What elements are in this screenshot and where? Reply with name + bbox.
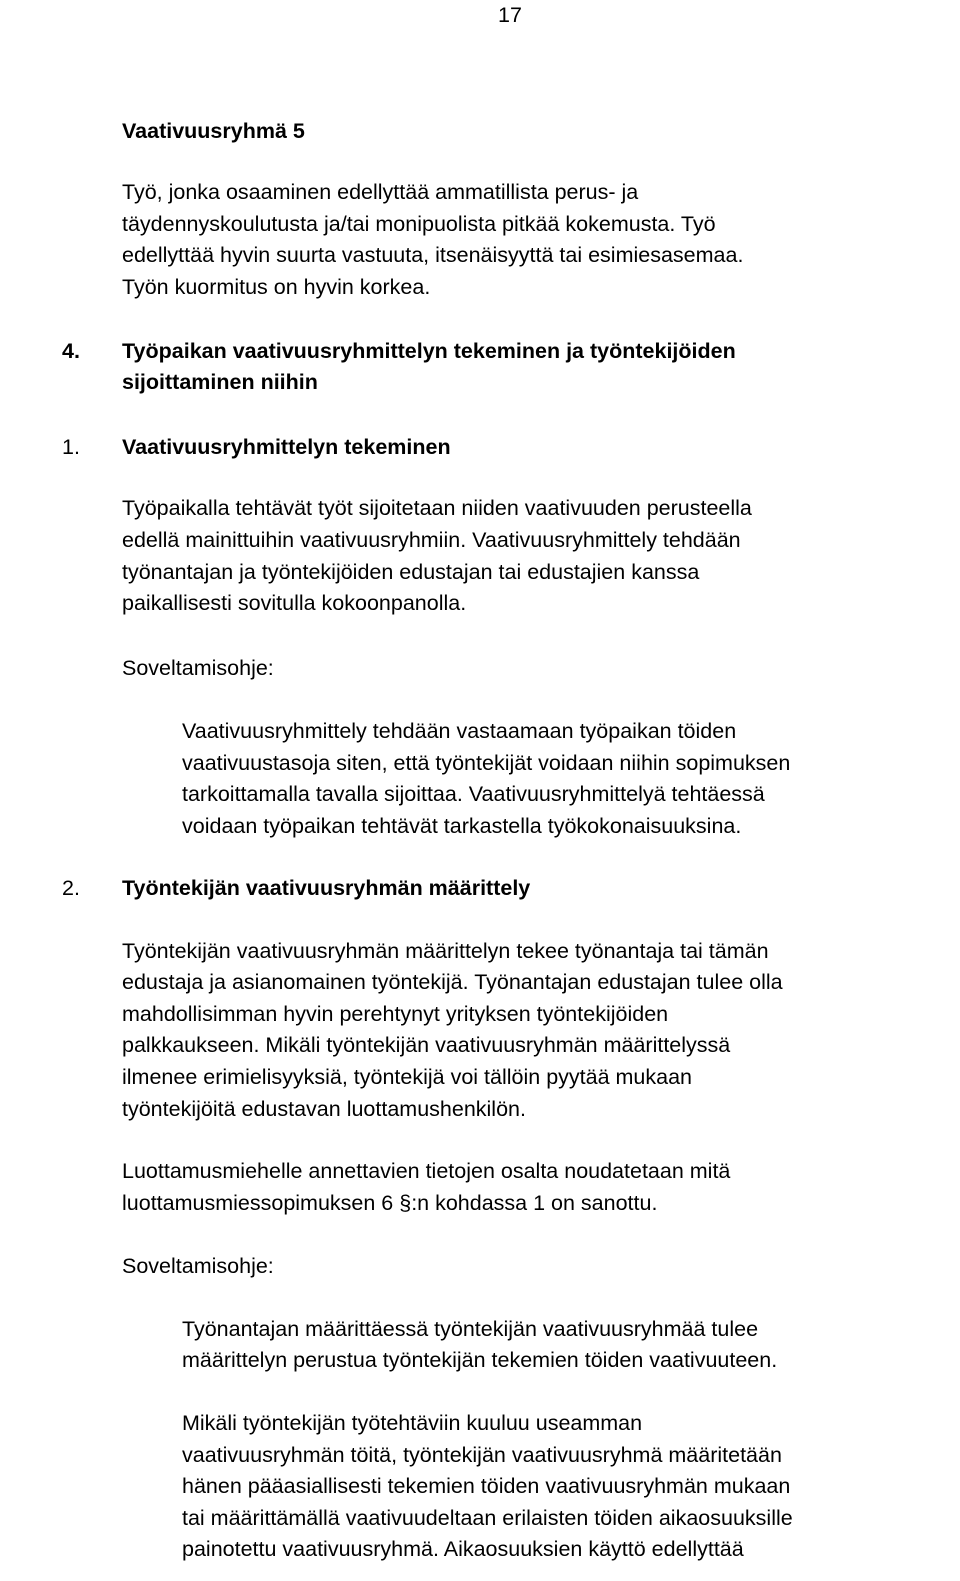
group-5-line: edellyttää hyvin suurta vastuuta, itsenäisyyttä tai esimiesasemaa. bbox=[122, 243, 744, 267]
subsection-1-line: työnantajan ja työntekijöiden edustajan tai edustajien kanssa bbox=[122, 560, 700, 584]
subsection-2-title: Työntekijän vaativuusryhmän määrittely bbox=[122, 876, 531, 900]
guidance-line: Vaativuusryhmittely tehdään vastaamaan työpaikan töiden bbox=[182, 719, 737, 743]
guidance-label: Soveltamisohje: bbox=[122, 656, 274, 680]
group-5-heading: Vaativuusryhmä 5 bbox=[122, 119, 305, 143]
subsection-2-line: luottamusmiessopimuksen 6 §:n kohdassa 1 on sanottu. bbox=[122, 1191, 658, 1215]
subsection-2-line: työntekijöitä edustavan luottamushenkilön. bbox=[122, 1097, 526, 1121]
section-4-title-line: Työpaikan vaativuusryhmittelyn tekeminen ja työntekijöiden bbox=[122, 339, 736, 363]
guidance-line: tai määrittämällä vaativuudeltaan erilaisten töiden aikaosuuksille bbox=[182, 1506, 793, 1530]
subsection-2-line: ilmenee erimielisyyksiä, työntekijä voi tällöin pyytää mukaan bbox=[122, 1065, 693, 1089]
subsection-2-number: 2. bbox=[62, 876, 80, 900]
subsection-1-line: Työpaikalla tehtävät työt sijoitetaan niiden vaativuuden perusteella bbox=[122, 496, 752, 520]
subsection-2-line: palkkaukseen. Mikäli työntekijän vaativuusryhmän määrittelyssä bbox=[122, 1033, 731, 1057]
subsection-2-line: mahdollisimman hyvin perehtynyt yrityksen työntekijöiden bbox=[122, 1002, 669, 1026]
section-4-number: 4. bbox=[62, 339, 80, 363]
guidance-line: määrittelyn perustua työntekijän tekemien töiden vaativuuteen. bbox=[182, 1348, 778, 1372]
guidance-line: Mikäli työntekijän työtehtäviin kuuluu useamman bbox=[182, 1411, 643, 1435]
subsection-1-line: paikallisesti sovitulla kokoonpanolla. bbox=[122, 591, 467, 615]
guidance-label: Soveltamisohje: bbox=[122, 1254, 274, 1278]
guidance-line: voidaan työpaikan tehtävät tarkastella työkokonaisuuksina. bbox=[182, 814, 742, 838]
subsection-1-title: Vaativuusryhmittelyn tekeminen bbox=[122, 435, 451, 459]
subsection-1-number: 1. bbox=[62, 435, 80, 459]
group-5-line: täydennyskoulutusta ja/tai monipuolista pitkää kokemusta. Työ bbox=[122, 212, 716, 236]
guidance-line: hänen pääasiallisesti tekemien töiden vaativuusryhmän mukaan bbox=[182, 1474, 791, 1498]
guidance-line: painotettu vaativuusryhmä. Aikaosuuksien käyttö edellyttää bbox=[182, 1537, 744, 1561]
subsection-2-line: Työntekijän vaativuusryhmän määrittelyn tekee työnantaja tai tämän bbox=[122, 939, 769, 963]
section-4-title-line: sijoittaminen niihin bbox=[122, 370, 318, 394]
subsection-1-line: edellä mainittuihin vaativuusryhmiin. Vaativuusryhmittely tehdään bbox=[122, 528, 741, 552]
subsection-2-line: edustaja ja asianomainen työntekijä. Työnantajan edustajan tulee olla bbox=[122, 970, 783, 994]
group-5-line: Työ, jonka osaaminen edellyttää ammatillista perus- ja bbox=[122, 180, 639, 204]
group-5-line: Työn kuormitus on hyvin korkea. bbox=[122, 275, 431, 299]
guidance-line: Työnantajan määrittäessä työntekijän vaativuusryhmää tulee bbox=[182, 1317, 759, 1341]
guidance-line: tarkoittamalla tavalla sijoittaa. Vaativuusryhmittelyä tehtäessä bbox=[182, 782, 765, 806]
guidance-line: vaativuustasoja siten, että työntekijät voidaan niihin sopimuksen bbox=[182, 751, 791, 775]
page-number: 17 bbox=[498, 3, 522, 27]
subsection-2-line: Luottamusmiehelle annettavien tietojen osalta noudatetaan mitä bbox=[122, 1159, 731, 1183]
guidance-line: vaativuusryhmän töitä, työntekijän vaativuusryhmä määritetään bbox=[182, 1443, 782, 1467]
